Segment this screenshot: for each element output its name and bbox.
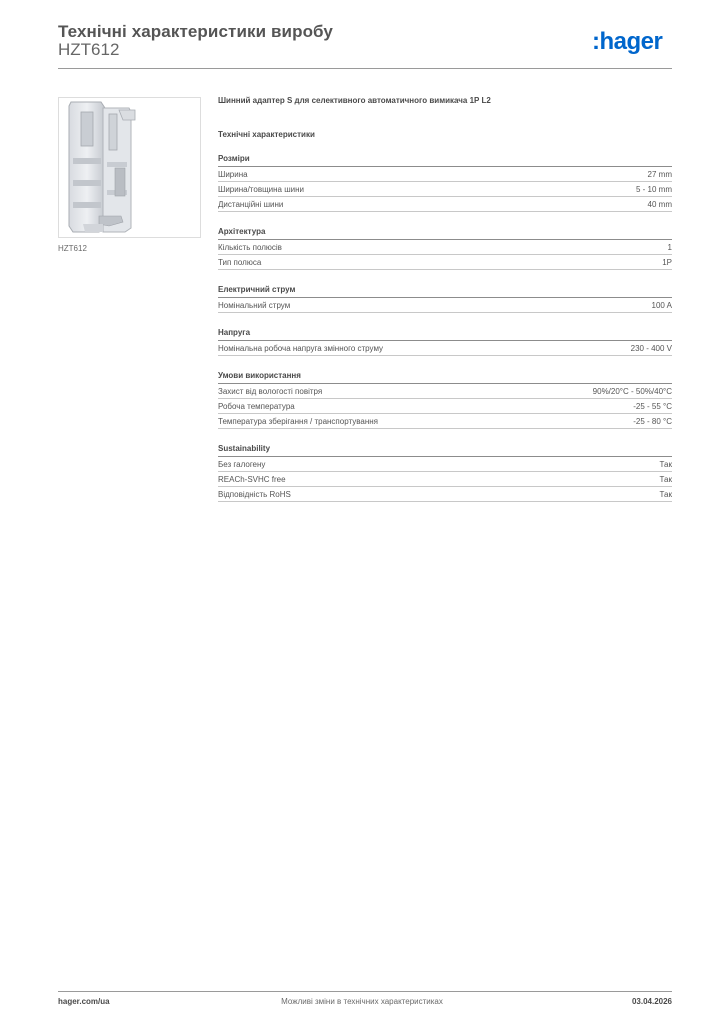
section-title: Sustainability <box>218 444 672 457</box>
spec-row <box>218 457 672 472</box>
section-title: Умови використання <box>218 371 672 384</box>
hager-logo-icon <box>592 28 674 56</box>
spec-row <box>218 487 672 502</box>
product-description: Шинний адаптер S для селективного автоматичного вимикача 1P L2 <box>218 96 491 105</box>
spec-row <box>218 197 672 212</box>
image-caption: HZT612 <box>58 244 87 253</box>
section-operating-conditions <box>218 371 672 429</box>
section-title: Архітектура <box>218 227 672 240</box>
section-dimensions <box>218 154 672 212</box>
spec-label: Температура зберігання / транспортування <box>218 416 379 426</box>
spec-label: Робоча температура <box>218 401 295 411</box>
footer-website-link[interactable]: hager.com/ua <box>58 997 110 1006</box>
spec-row <box>218 182 672 197</box>
spec-label: Дистанційні шини <box>218 199 284 209</box>
specifications <box>218 96 672 502</box>
busbar-adapter-illustration-icon <box>59 98 200 237</box>
spec-row <box>218 255 672 270</box>
spec-row <box>218 240 672 255</box>
page-title: Технічні характеристики виробу <box>58 22 333 41</box>
spec-value: -25 - 80 °C <box>633 416 672 426</box>
spec-label: REACh-SVHC free <box>218 474 286 484</box>
section-voltage <box>218 328 672 356</box>
spec-value: 27 mm <box>647 169 672 179</box>
product-code: HZT612 <box>58 40 120 59</box>
spec-label: Тип полюса <box>218 257 262 267</box>
spec-label: Номінальна робоча напруга змінного струму <box>218 343 384 353</box>
spec-row <box>218 341 672 356</box>
section-architecture <box>218 227 672 270</box>
spec-row <box>218 298 672 313</box>
spec-label: Захист від вологості повітря <box>218 386 323 396</box>
section-title: Розміри <box>218 154 672 167</box>
spec-row <box>218 399 672 414</box>
header-divider <box>58 68 672 69</box>
spec-value: 40 mm <box>647 199 672 209</box>
spec-row <box>218 472 672 487</box>
spec-label: Номінальний струм <box>218 300 291 310</box>
section-current <box>218 285 672 313</box>
tech-specs-heading: Технічні характеристики <box>218 130 315 139</box>
spec-row <box>218 414 672 429</box>
spec-value: 1 <box>667 242 672 252</box>
spec-label: Кількість полюсів <box>218 242 282 252</box>
spec-value: 5 - 10 mm <box>635 184 672 194</box>
spec-value: 230 - 400 V <box>630 343 672 353</box>
logo-text: :hager <box>592 28 663 55</box>
spec-value: Так <box>659 489 672 499</box>
footer-divider <box>58 991 672 992</box>
spec-row <box>218 384 672 399</box>
section-sustainability <box>218 444 672 502</box>
spec-row <box>218 167 672 182</box>
footer-date: 03.04.2026 <box>631 997 672 1006</box>
hager-logo[interactable] <box>592 28 674 54</box>
spec-label: Без галогену <box>218 459 266 469</box>
spec-label: Ширина/товщина шини <box>218 184 304 194</box>
product-image <box>58 97 201 238</box>
footer-notice: Можливі зміни в технічних характеристиках <box>281 997 443 1006</box>
spec-value: -25 - 55 °C <box>633 401 672 411</box>
spec-value: 1P <box>662 257 672 267</box>
spec-value: Так <box>659 459 672 469</box>
spec-label: Відповідність RoHS <box>218 489 291 499</box>
spec-value: 90%/20°C - 50%/40°C <box>592 386 672 396</box>
spec-value: 100 A <box>651 300 672 310</box>
section-title: Електричний струм <box>218 285 672 298</box>
spec-value: Так <box>659 474 672 484</box>
spec-label: Ширина <box>218 169 248 179</box>
section-title: Напруга <box>218 328 672 341</box>
